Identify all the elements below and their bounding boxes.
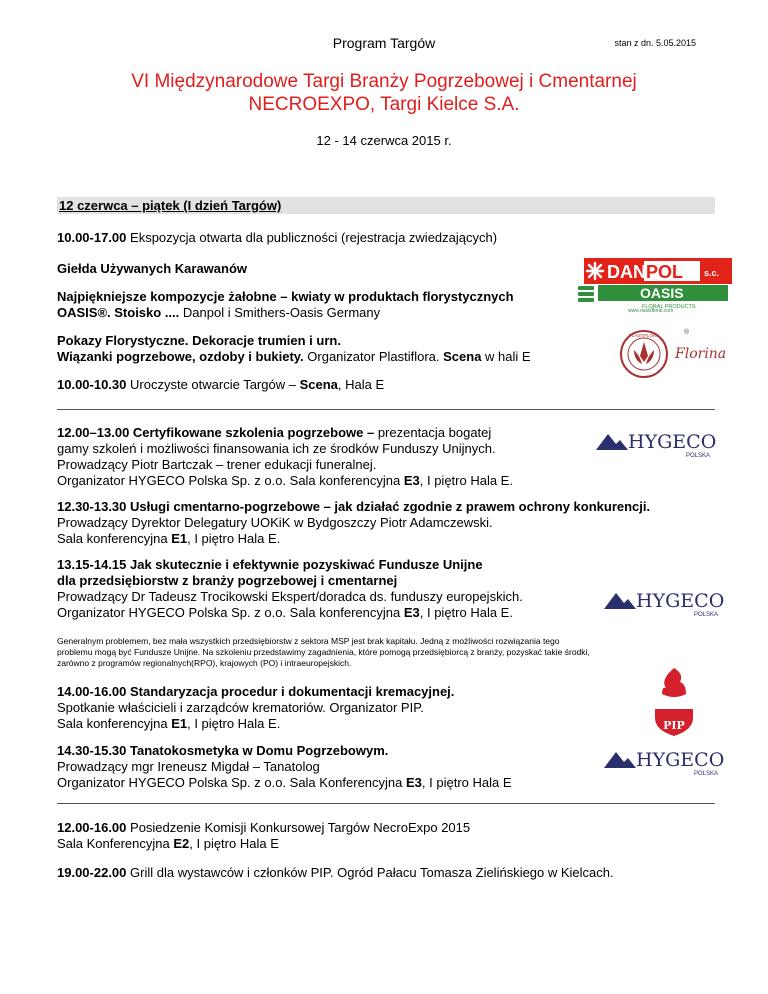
opening-item: 10.00-10.30 Uroczyste otwarcie Targów – Scena, Hala E xyxy=(57,377,385,392)
program-title: Program Targów xyxy=(332,35,436,51)
hygeco-logo xyxy=(602,746,724,776)
svg-text:HYGECO: HYGECO xyxy=(636,749,724,771)
cert-title: 12.00–13.00 Certyfikowane szkolenia pogrzebowe – xyxy=(57,425,375,440)
fund-title2: dla przedsiębiorstw z branży pogrzebowej i cmentarnej xyxy=(57,573,398,588)
divider xyxy=(57,409,715,410)
svg-text:DAN: DAN xyxy=(607,262,646,282)
fund-title1: 13.15-14.15 Jak skutecznie i efektywnie pozyskiwać Fundusze Unijne xyxy=(57,557,483,572)
tanatokosmetyka-item: 14.30-15.30 Tanatokosmetyka w Domu Pogrzebowym. Prowadzący mgr Ireneusz Migdał – Tanatolog Organizator HYGECO Polska Sp. z o.o. Sala Konferencyjna E3, I piętro Hala E xyxy=(57,743,512,790)
pokazy-item: Pokazy Florystyczne. Dekoracje trumien i urn. Wiązanki pogrzebowe, ozdoby i bukiety. Organizator Plastiflora. Scena w hali E xyxy=(57,333,531,364)
kompozycje-line2-bold: OASIS®. Stoisko .... xyxy=(57,305,180,320)
event-title-line2: NECROEXPO, Targi Kielce S.A. xyxy=(248,94,520,115)
eu-funds-item: 13.15-14.15 Jak skutecznie i efektywnie pozyskiwać Fundusze Unijne dla przedsiębiorstw z branży pogrzebowej i cmentarnej Prowadzący Dr Tadeusz Trocikowski Ekspert/doradca ds. funduszy europejskich. Organizator HYGECO Polska Sp. z o.o. Sala konferencyjna E3, I piętro Hala E. xyxy=(57,557,523,620)
certification-item: 12.00–13.00 Certyfikowane szkolenia pogrzebowe – prezentacja bogatej gamy szkoleń i możliwości finansowania ich ze środków Funduszy Unijnych. Prowadzący Piotr Bartczak – trener edukacji funeralnej. Organizator HYGECO Polska Sp. z o.o. Sala konferencyjna E3, I piętro Hala E. xyxy=(57,425,513,488)
status-date: stan z dn. 5.05.2015 xyxy=(614,38,696,48)
expo-item xyxy=(57,230,497,246)
grill-item: 19.00-22.00 Grill dla wystawców i członków PIP. Ogród Pałacu Tomasza Zielińskiego w Kielcach. xyxy=(57,865,614,880)
hygeco-logo xyxy=(602,587,724,617)
cremation-item: 14.00-16.00 Standaryzacja procedur i dokumentacji kremacyjnej. Spotkanie właścicieli i zarządców krematoriów. Organizator PIP. Sala konferencyjna E1, I piętro Hala E. xyxy=(57,684,455,731)
svg-text:Florina: Florina xyxy=(675,346,727,362)
plastiflora-florina-logo xyxy=(620,326,740,382)
day-heading xyxy=(57,197,715,214)
event-title-line1: VI Międzynarodowe Targi Branży Pogrzebowej i Cmentarnej xyxy=(131,71,637,92)
flower-icon xyxy=(587,263,603,279)
danpol-logo xyxy=(584,258,732,284)
gielda-text: Giełda Używanych Karawanów xyxy=(57,261,248,276)
kompozycje-line2: Danpol i Smithers-Oasis Germany xyxy=(179,305,381,320)
oasis-logo xyxy=(576,284,736,312)
kompozycje-line1: Najpiękniejsze kompozycje żałobne – kwiaty w produktach florystycznych xyxy=(57,289,514,304)
competition-law-item: 12.30-13.30 Usługi cmentarno-pogrzebowe – jak działać zgodnie z prawem ochrony konkurencji. Prowadzący Dyrektor Delegatury UOKiK w Bydgoszczy Piotr Adamczewski. Sala konferencyjna E1, I piętro Hala E. xyxy=(57,499,651,546)
uslugi-title: 12.30-13.30 Usługi cmentarno-pogrzebowe – jak działać zgodnie z prawem ochrony konkurencji. xyxy=(57,499,651,514)
svg-text:PIP: PIP xyxy=(663,719,685,732)
pokazy-line2-bold: Wiązanki pogrzebowe, ozdoby i bukiety. xyxy=(57,349,304,364)
svg-text:POLSKA: POLSKA xyxy=(694,771,719,776)
eu-funds-note: Generalnym problemem, bez mała wszystkich przedsiębiorstw z sektora MSP jest brak kapitału. Jedną z możliwości rozwiązania tego problemu mogą być Fundusze Unijne. Na szkoleniu przedstawimy zagadnienia, które pomogą przedsiębiorcą z branży, pozyskać takie środki, zarówno z programów regionalnych(RPO), krajowych (PO) i intraeuropejskich. xyxy=(57,636,590,668)
svg-text:POLSKA: POLSKA xyxy=(694,612,719,617)
opening-time: 10.00-10.30 xyxy=(57,377,127,392)
svg-text:®: ® xyxy=(684,329,690,336)
committee-item: 12.00-16.00 Posiedzenie Komisji Konkursowej Targów NecroExpo 2015 Sala Konferencyjna E2, I piętro Hala E xyxy=(57,820,471,851)
expo-time: 10.00-17.00 xyxy=(57,230,127,245)
svg-text:HYGECO: HYGECO xyxy=(636,590,724,612)
svg-text:HYGECO: HYGECO xyxy=(628,431,716,453)
divider xyxy=(57,803,715,804)
hygeco-logo xyxy=(594,428,716,458)
pip-logo xyxy=(652,666,696,738)
hygeco-mountain-icon xyxy=(596,434,628,450)
expo-text: Ekspozycja otwarta dla publiczności (rejestracja zwiedzających) xyxy=(126,230,498,245)
hygeco-mountain-icon xyxy=(604,752,636,768)
svg-text:FLORAL PRODUCTS: FLORAL PRODUCTS xyxy=(642,304,696,310)
svg-text:s.c.: s.c. xyxy=(704,268,720,278)
tanato-title: 14.30-15.30 Tanatokosmetyka w Domu Pogrzebowym. xyxy=(57,743,389,758)
pokazy-line1: Pokazy Florystyczne. Dekoracje trumien i urn. xyxy=(57,333,341,348)
kompozycje-item xyxy=(57,289,514,321)
svg-text:POLSKA: POLSKA xyxy=(686,453,711,458)
svg-text:POL: POL xyxy=(646,262,684,282)
day-heading-text: 12 czerwca – piątek (I dzień Targów) xyxy=(59,198,282,213)
oasis-emblem-icon xyxy=(578,286,594,302)
svg-text:OASIS: OASIS xyxy=(640,285,684,301)
svg-text:www.oasisfloral.com: www.oasisfloral.com xyxy=(628,308,674,312)
svg-text:PLASTIFLORA: PLASTIFLORA xyxy=(628,333,660,338)
gielda-item xyxy=(57,261,247,277)
flame-icon xyxy=(662,668,686,697)
stand-title: 14.00-16.00 Standaryzacja procedur i dokumentacji kremacyjnej. xyxy=(57,684,455,699)
event-dates: 12 - 14 czerwca 2015 r. xyxy=(316,133,452,148)
event-title xyxy=(0,70,768,116)
hygeco-mountain-icon xyxy=(604,593,636,609)
